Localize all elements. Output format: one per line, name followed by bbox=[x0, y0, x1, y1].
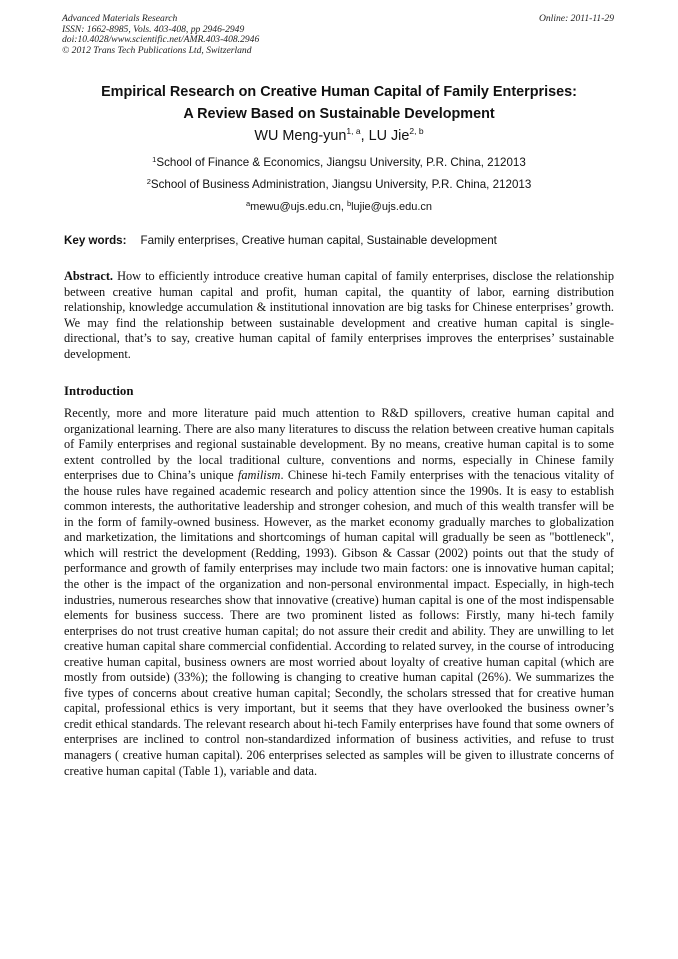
journal-issn: ISSN: 1662-8985, Vols. 403-408, pp 2946-2949 bbox=[62, 23, 245, 35]
author-1-marker: 1, a bbox=[346, 126, 361, 136]
email-a: mewu@ujs.edu.cn, bbox=[250, 201, 347, 213]
author-emails bbox=[0, 200, 678, 214]
paper-title bbox=[30, 81, 648, 125]
journal-copyright: © 2012 Trans Tech Publications Ltd, Switzerland bbox=[62, 44, 252, 56]
email-b-marker: b bbox=[346, 199, 352, 208]
email-b: lujie@ujs.edu.cn bbox=[351, 201, 432, 213]
affiliation-2-text: School of Business Administration, Jiangsu University, P.R. China, 212013 bbox=[150, 178, 532, 191]
introduction-body bbox=[64, 406, 614, 779]
online-date: Online: 2011-11-29 bbox=[538, 13, 614, 24]
affiliation-2 bbox=[0, 178, 678, 192]
introduction-heading: Introduction bbox=[64, 384, 134, 398]
affiliation-1 bbox=[0, 156, 678, 170]
abstract-label: Abstract. bbox=[64, 269, 114, 283]
journal-info bbox=[62, 14, 614, 56]
affiliation-2-marker: 2 bbox=[146, 177, 151, 186]
affiliation-1-marker: 1 bbox=[152, 155, 157, 164]
journal-doi: doi:10.4028/www.scientific.net/AMR.403-408.2946 bbox=[62, 34, 260, 46]
author-list bbox=[0, 126, 678, 146]
author-1-name: WU Meng-yun bbox=[254, 128, 347, 144]
author-2-name: LU Jie bbox=[368, 128, 410, 144]
introduction-italic-term: familism bbox=[237, 468, 281, 483]
abstract bbox=[64, 269, 614, 362]
introduction-text-part-2: . Chinese hi-tech Family enterprises with the tenacious vitality of the house rules have regained academic research and policy attention since the 1990s. It is easy to establish common interests, the authoritative leadership and stronger cohesion, and much of this wealth transfer will be in the form of family-owned business. However, as the market economy gradually marches to globalization and marketization, the limitations and shortcomings of human capital will gradually be seen as "bottleneck", which will restrict the development (Redding, 1993). Gibson & Cassar (2002) points out that the study of performance and growth of family enterprises may include two main factors: one is innovative human capital; the other is the impact of the organization and non-personal environmental impact. Especially, in high-tech industries, numerous researches show that innovative (creative) human capital is one of the most indispensable elements for business success. There are two prominent listed as follows: Firstly, many hi-tech family enterprises do not trust creative human capital; do not assure their credit and ability. They are unwilling to let creative human capital share commercial confidential. According to related survey, in the course of introducing creative human capital, business owners are most worried about loyalty of creative human capital (which are mostly from outside) (33%); the following is changing to creative human capital (26%). We summarizes the five types of concerns about creative human capital; Secondly, the scholars stressed that for creative human capital, professional ethics is very important, but it seems that they have overlooked the business owner’s credit ethical standards. The relevant research about hi-tech Family enterprises have found that some owners of enterprises are inclined to control non-standardized information of business activities, and refuse to trust managers ( creative human capital). 206 enterprises selected as samples will be given to illustrate concerns of creative human capital (Table 1), variable and data. bbox=[64, 468, 614, 778]
keywords-text: Family enterprises, Creative human capital, Sustainable development bbox=[140, 234, 497, 247]
journal-name: Advanced Materials Research bbox=[62, 13, 178, 24]
author-separator: , bbox=[360, 128, 369, 144]
introduction-text-part-1: Recently, more and more literature paid much attention to R&D spillovers, creative human capital and organizational learning. There are also many literatures to discuss the relation between creative human capitals of Family enterprises and regional sustainable development. By no means, creative human capital is to some extent controlled by the local traditional culture, conventions and norms, especially in Chinese family enterprises due to China’s unique bbox=[64, 406, 614, 483]
affiliation-1-text: School of Finance & Economics, Jiangsu University, P.R. China, 212013 bbox=[156, 156, 526, 169]
email-a-marker: a bbox=[246, 199, 251, 208]
abstract-text: How to efficiently introduce creative human capital of family enterprises, disclose the relationship between creative human capital and profit, human capital, the quantity of labor, earning distribution relationship, knowledge accumulation & institutional innovation are big tasks for Chinese enterprises’ growth. We may find the relationship between sustainable development and creative human capital is single-directional, that’s to say, creative human capital of family enterprises improves the enterprises’ sustainable development. bbox=[64, 269, 614, 361]
keywords bbox=[64, 234, 616, 248]
paper-title-line-1: Empirical Research on Creative Human Capital of Family Enterprises: bbox=[101, 84, 577, 100]
keywords-label: Key words: bbox=[64, 234, 127, 247]
paper-title-line-2: A Review Based on Sustainable Development bbox=[183, 106, 495, 122]
journal-header bbox=[62, 14, 614, 56]
author-2-marker: 2, b bbox=[409, 126, 424, 136]
